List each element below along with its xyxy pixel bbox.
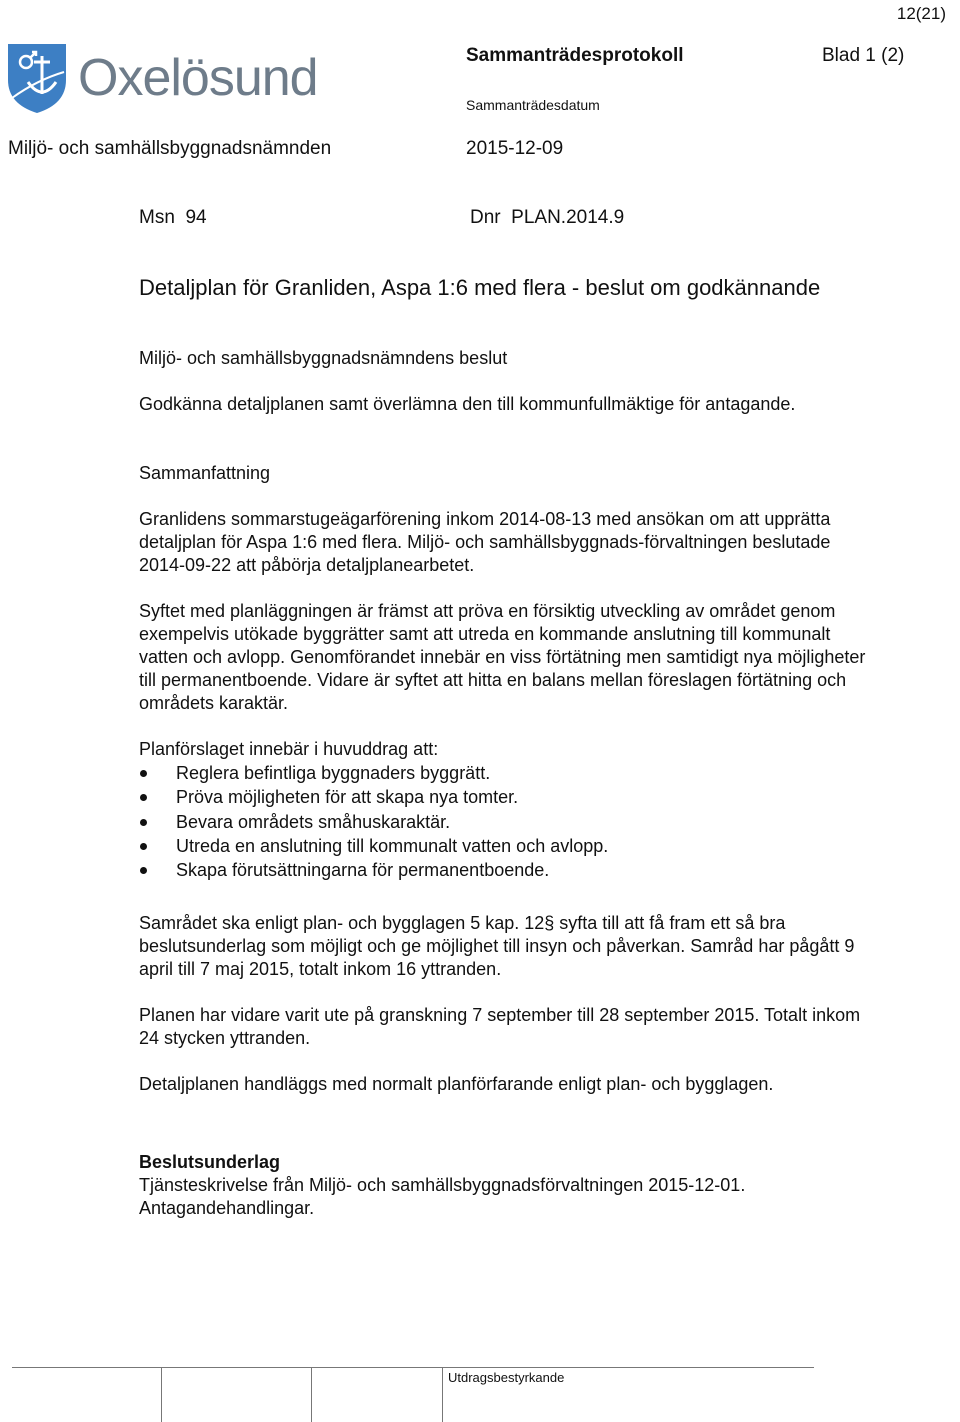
- sheet-number: Blad 1 (2): [822, 45, 905, 66]
- basis-heading: Beslutsunderlag: [139, 1152, 281, 1173]
- decision-heading: Miljö- och samhällsbyggnadsnämndens beslut: [139, 348, 508, 368]
- decision-text: Godkänna detaljplanen samt överlämna den till kommunfullmäktige för antagande.: [139, 394, 796, 414]
- meeting-date-label: Sammanträdesdatum: [466, 97, 600, 113]
- footer-divider: [12, 1367, 814, 1368]
- summary-paragraph-4: Samrådet ska enligt plan- och bygglagen 5 kap. 12§ syfta till att få fram ett så bra beslutsunderlag som möjligt och ge möjlighet till insyn och påverkan. Samråd har pågått 9 april till 7 maj 2015, totalt inkom 16 yttranden.: [139, 913, 855, 980]
- summary-paragraph-2: Syftet med planläggningen är främst att pröva en försiktig utveckling av området genom exempelvis utökade byggrätter samt att utreda en kommande anslutning till kommunalt vatten och avlopp. Genomförandet innebär en viss förtätning men samtidigt nya möjligheter till permanentboende. Vidare är syftet att hitta en balans mellan föreslagen förtätning och områdets karaktär.: [139, 601, 866, 713]
- signature-box-divider: [311, 1367, 312, 1422]
- signature-box-divider: [442, 1367, 443, 1422]
- footer-attestation-label: Utdragsbestyrkande: [448, 1370, 565, 1385]
- protocol-title: Sammanträdesprotokoll: [466, 45, 684, 66]
- case-msn: Msn 94: [139, 207, 207, 228]
- list-item: Bevara områdets småhuskaraktär.: [139, 810, 879, 834]
- committee-name: Miljö- och samhällsbyggnadsnämnden: [8, 138, 332, 159]
- list-item: Reglera befintliga byggnaders byggrätt.: [139, 761, 879, 785]
- page-counter: 12(21): [896, 4, 946, 23]
- summary-paragraph-3: Planförslaget innebär i huvuddrag att:: [139, 739, 439, 759]
- list-item: Skapa förutsättningarna för permanentboende.: [139, 858, 879, 882]
- basis-line-2: Antagandehandlingar.: [139, 1198, 315, 1219]
- proposal-list: [139, 761, 879, 882]
- logo-text: Oxelösund: [78, 49, 318, 107]
- list-item: Utreda en anslutning till kommunalt vatten och avlopp.: [139, 834, 879, 858]
- meeting-date: 2015-12-09: [466, 138, 564, 159]
- list-item: Pröva möjligheten för att skapa nya tomter.: [139, 785, 879, 809]
- signature-box-divider: [161, 1367, 162, 1422]
- page-title: Detaljplan för Granliden, Aspa 1:6 med flera - beslut om godkännande: [139, 275, 821, 300]
- case-dnr: Dnr PLAN.2014.9: [470, 207, 625, 228]
- summary-paragraph-6: Detaljplanen handläggs med normalt planförfarande enligt plan- och bygglagen.: [139, 1074, 774, 1095]
- summary-paragraph-5: Planen har vidare varit ute på granskning 7 september till 28 september 2015. Totalt inkom 24 stycken yttranden.: [139, 1005, 861, 1049]
- summary-paragraph-1: Granlidens sommarstugeägarförening inkom 2014-08-13 med ansökan om att upprätta detaljplan för Aspa 1:6 med flera. Miljö- och samhällsbyggnads-förvaltningen beslutade 2014-09-22 att påbörja detaljplanearbetet.: [139, 509, 831, 575]
- document-body: [139, 273, 879, 1220]
- basis-line-1: Tjänsteskrivelse från Miljö- och samhällsbyggnadsförvaltningen 2015-12-01.: [139, 1175, 746, 1196]
- summary-heading: Sammanfattning: [139, 463, 271, 483]
